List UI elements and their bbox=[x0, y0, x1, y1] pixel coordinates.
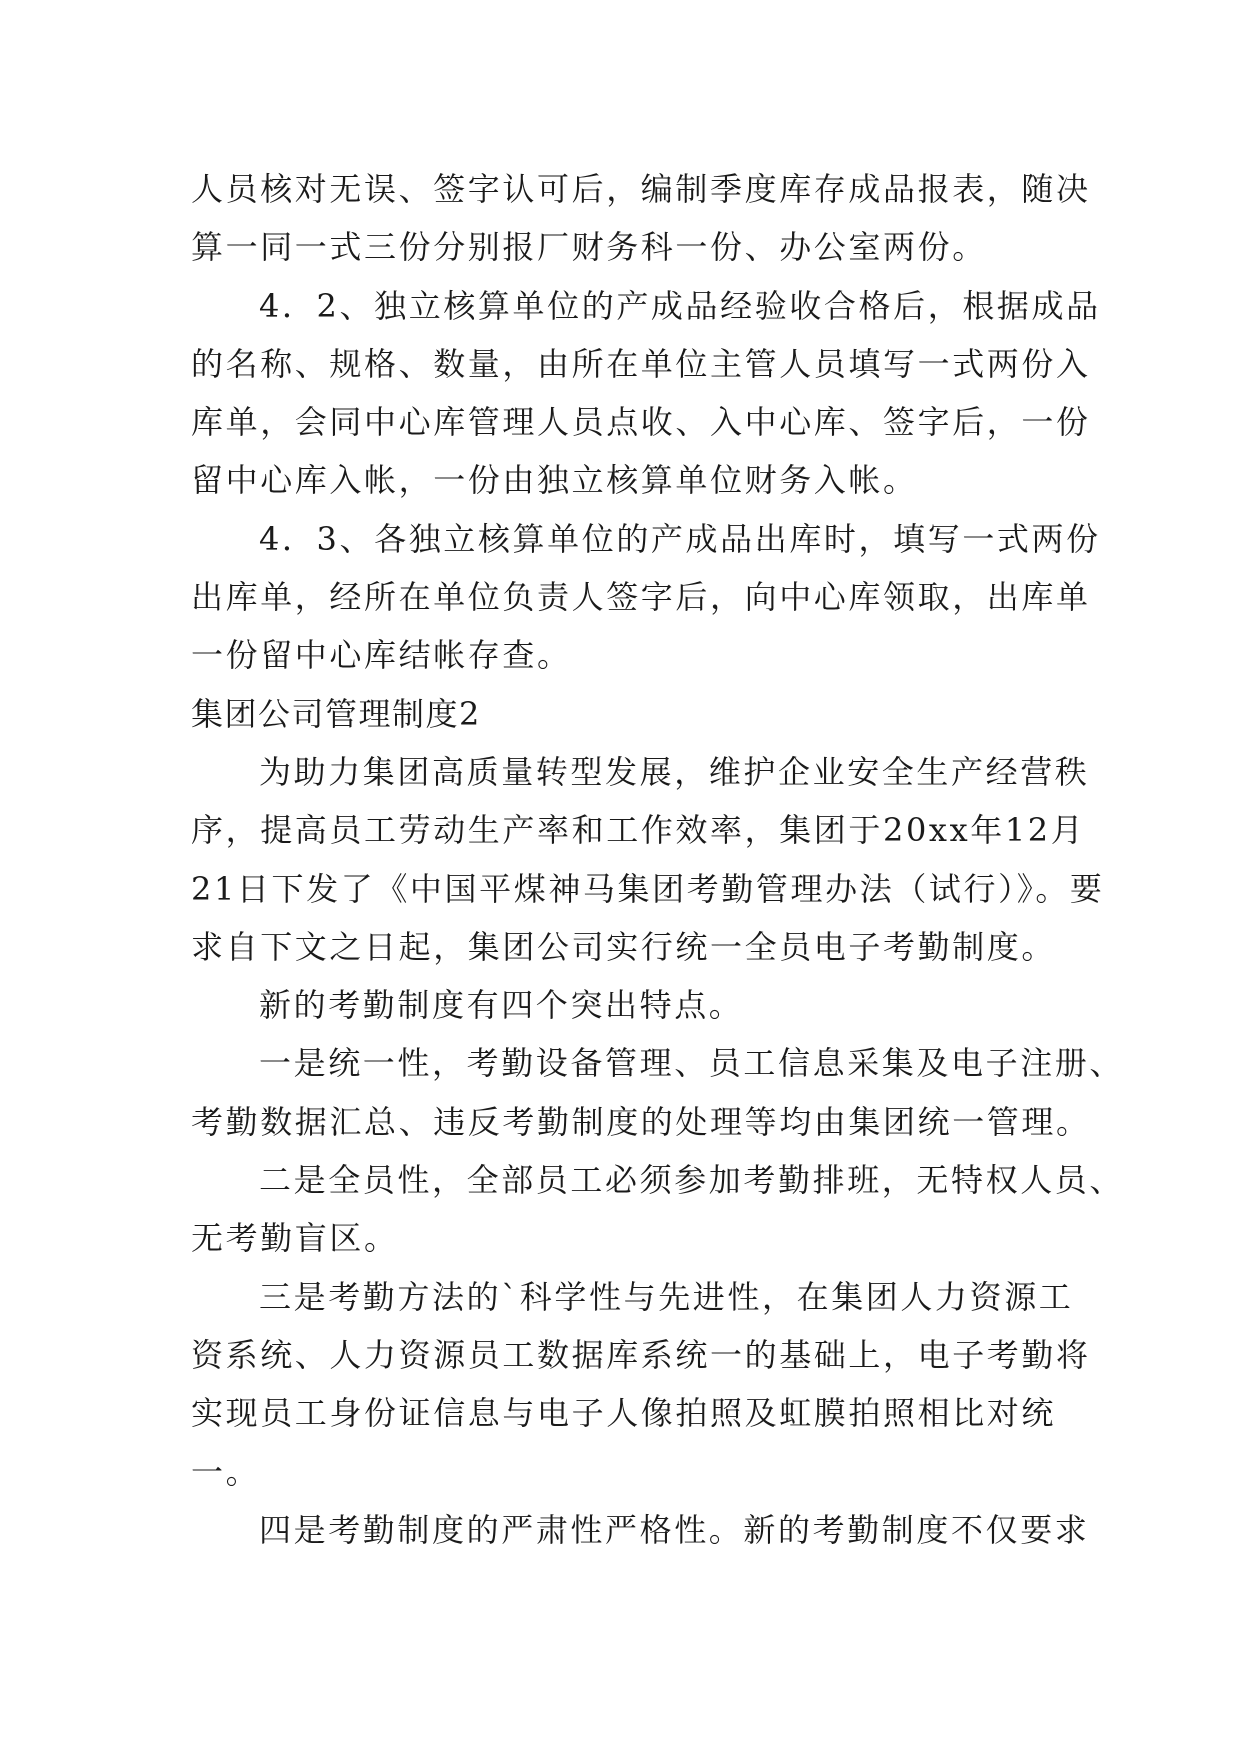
document-body bbox=[191, 160, 1125, 1559]
text-line: 人员核对无误、签字认可后，编制季度库存成品报表，随决 bbox=[191, 170, 1091, 208]
text-line: 无考勤盲区。 bbox=[191, 1219, 399, 1258]
text-line: 考勤数据汇总、违反考勤制度的处理等均由集团统一管理。 bbox=[191, 1102, 1091, 1141]
text-line: 序，提高员工劳动生产率和工作效率，集团于20xx年12月 bbox=[191, 811, 1086, 850]
text-line: 四是考勤制度的严肃性严格性。新的考勤制度不仅要求 bbox=[259, 1510, 1090, 1549]
text-line: 实现员工身份证信息与电子人像拍照及虹膜拍照相比对统 bbox=[191, 1394, 1057, 1433]
text-line: 求自下文之日起，集团公司实行统一全员电子考勤制度。 bbox=[191, 927, 1057, 966]
text-line: 新的考勤制度有四个突出特点。 bbox=[259, 986, 744, 1025]
text-line: 4．2、独立核算单位的产成品经验收合格后，根据成品 bbox=[259, 286, 1101, 325]
text-line: 二是全员性，全部员工必须参加考勤排班，无特权人员、 bbox=[259, 1161, 1125, 1200]
text-line: 4．3、各独立核算单位的产成品出库时，填写一式两份 bbox=[259, 519, 1101, 558]
text-line: 留中心库入帐，一份由独立核算单位财务入帐。 bbox=[191, 461, 918, 500]
text-line: 一份留中心库结帐存查。 bbox=[191, 636, 572, 675]
text-line: 一。 bbox=[191, 1452, 261, 1491]
text-line: 算一同一式三份分别报厂财务科一份、办公室两份。 bbox=[191, 228, 987, 267]
text-line: 资系统、人力资源员工数据库系统一的基础上，电子考勤将 bbox=[191, 1335, 1091, 1374]
text-line: 库单，会同中心库管理人员点收、入中心库、签字后，一份 bbox=[191, 403, 1091, 442]
text-line: 出库单，经所在单位负责人签字后，向中心库领取，出库单 bbox=[191, 578, 1091, 617]
text-line: 为助力集团高质量转型发展，维护企业安全生产经营秩 bbox=[259, 752, 1090, 791]
text-line: 的名称、规格、数量，由所在单位主管人员填写一式两份入 bbox=[191, 344, 1091, 383]
text-line: 21日下发了《中国平煤神马集团考勤管理办法（试行）》。要 bbox=[191, 869, 1105, 908]
text-line: 三是考勤方法的`科学性与先进性，在集团人力资源工 bbox=[259, 1277, 1074, 1316]
text-line: 一是统一性，考勤设备管理、员工信息采集及电子注册、 bbox=[259, 1044, 1125, 1083]
section-heading: 集团公司管理制度2 bbox=[191, 694, 481, 733]
